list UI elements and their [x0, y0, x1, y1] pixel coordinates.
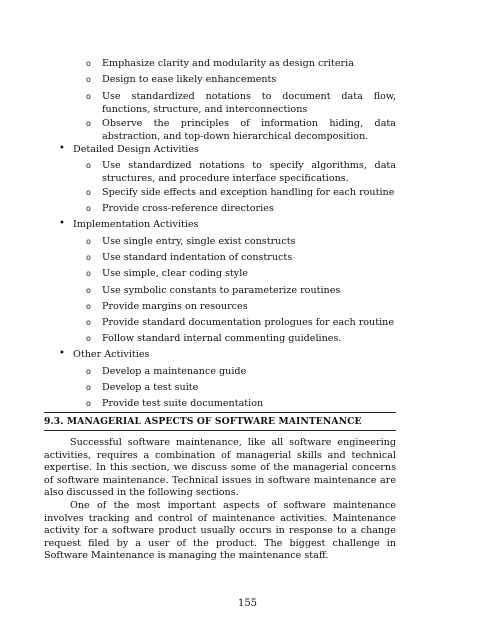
- sub-bullet-icon: o: [86, 188, 91, 197]
- sub-bullet-icon: o: [86, 399, 91, 408]
- list-item-text: Develop a test suite: [102, 382, 199, 393]
- sub-bullet-icon: o: [86, 119, 91, 128]
- list-item-text: Provide standard documentation prologues for each routine: [102, 317, 395, 328]
- list-item-text: Provide cross-reference directories: [102, 203, 274, 214]
- list-item-text: Observe the principles of information hiding, data abstraction, and top-down hierarchical decomposition.: [102, 118, 396, 142]
- bullet-icon: •: [59, 348, 65, 359]
- list-item-text: Specify side effects and exception handling for each routine: [102, 187, 395, 198]
- sub-bullet-icon: o: [86, 75, 91, 84]
- sub-bullet-icon: o: [86, 286, 91, 295]
- sub-bullet-icon: o: [86, 367, 91, 376]
- sub-bullet-icon: o: [86, 204, 91, 213]
- bullet-heading-text: Detailed Design Activities: [73, 144, 199, 155]
- list-item-text: Follow standard internal commenting guidelines.: [102, 333, 342, 344]
- list-item-text: Use standardized notations to document data flow, functions, structure, and interconnections: [102, 91, 396, 115]
- sub-bullet-icon: o: [86, 334, 91, 343]
- sub-bullet-icon: o: [86, 161, 91, 170]
- bullet-icon: •: [59, 218, 65, 229]
- list-item-text: Develop a maintenance guide: [102, 366, 247, 377]
- heading-rule-top: [44, 412, 396, 413]
- bullet-heading-text: Other Activities: [73, 349, 150, 360]
- list-item-text: Use standardized notations to specify algorithms, data structures, and procedure interface specifications.: [102, 160, 396, 184]
- bullet-heading-text: Implementation Activities: [73, 219, 199, 230]
- sub-bullet-icon: o: [86, 253, 91, 262]
- list-item-text: Provide test suite documentation: [102, 398, 264, 409]
- paragraph: One of the most important aspects of software maintenance involves tracking and control of maintenance activities. Maintenance activity for a software product usually occurs in response to a change request filed by a user of the product. The biggest challenge in Software Maintenance is managing the maintenance staff.: [44, 500, 396, 561]
- list-item-text: Use standard indentation of constructs: [102, 252, 293, 263]
- list-item-text: Provide margins on resources: [102, 301, 248, 312]
- sub-bullet-icon: o: [86, 237, 91, 246]
- bullet-icon: •: [59, 143, 65, 154]
- sub-bullet-icon: o: [86, 302, 91, 311]
- list-item-text: Design to ease likely enhancements: [102, 74, 277, 85]
- paragraph: Successful software maintenance, like all software engineering activities, requires a combination of managerial skills and technical expertise. In this section, we discuss some of the managerial concerns of software maintenance. Technical issues in software maintenance are also discussed in the following sections.: [44, 437, 396, 498]
- sub-bullet-icon: o: [86, 269, 91, 278]
- sub-bullet-icon: o: [86, 59, 91, 68]
- list-item-text: Use single entry, single exist constructs: [102, 236, 296, 247]
- section-heading: 9.3. MANAGERIAL ASPECTS OF SOFTWARE MAINTENANCE: [44, 416, 362, 427]
- list-item-text: Emphasize clarity and modularity as design criteria: [102, 58, 354, 69]
- list-item-text: Use symbolic constants to parameterize routines: [102, 285, 341, 296]
- list-item-text: Use simple, clear coding style: [102, 268, 248, 279]
- sub-bullet-icon: o: [86, 318, 91, 327]
- sub-bullet-icon: o: [86, 92, 91, 101]
- heading-rule-bottom: [44, 430, 396, 431]
- sub-bullet-icon: o: [86, 383, 91, 392]
- page-number: 155: [237, 598, 258, 609]
